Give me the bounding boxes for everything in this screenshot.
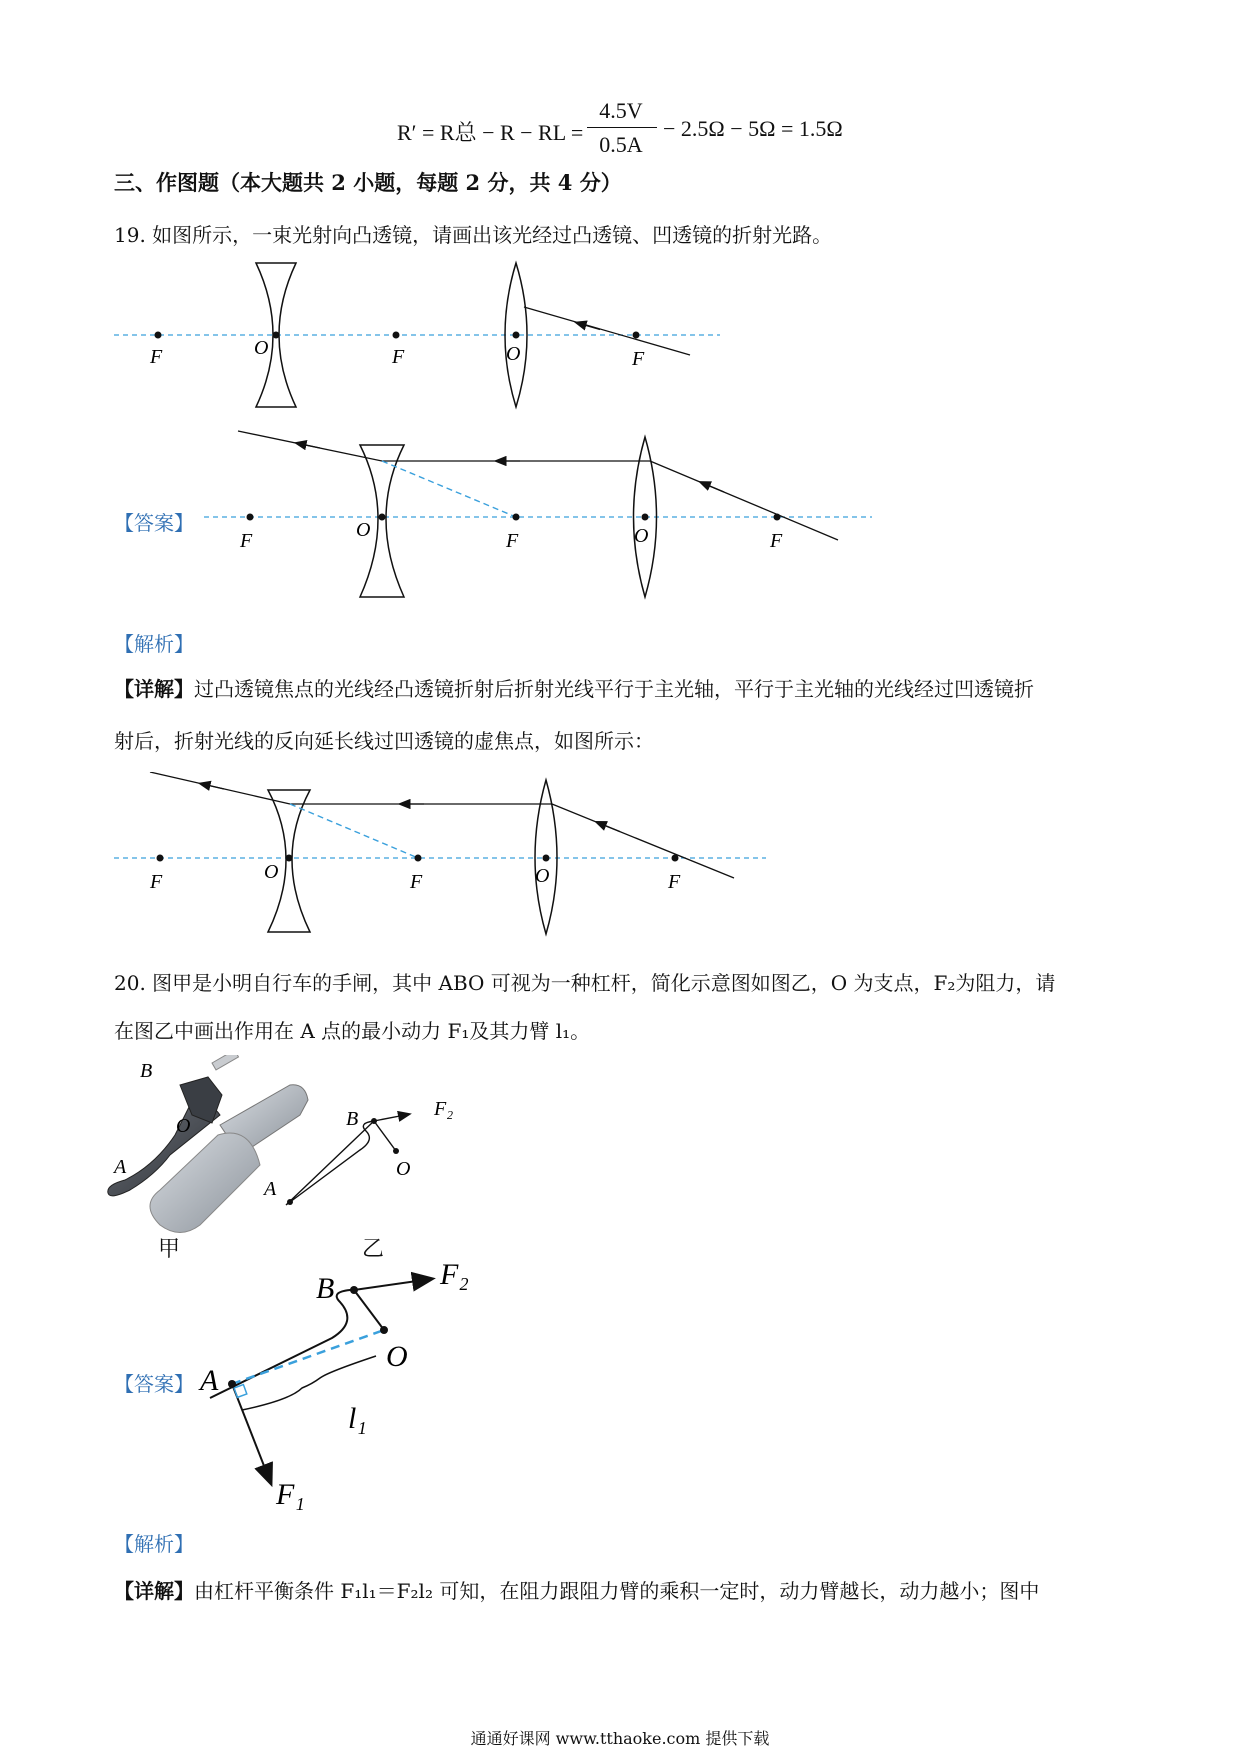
label-F: F — [240, 530, 253, 552]
label-O: O — [506, 343, 521, 365]
section-heading: 三、作图题（本大题共 2 小题，每题 2 分，共 4 分） — [114, 170, 622, 195]
center-point — [273, 332, 280, 339]
B-O-segment — [374, 1121, 396, 1151]
formula-denominator: 0.5A — [599, 132, 643, 157]
diagram-label-B: B — [346, 1108, 359, 1130]
answer-tag: 【答案】 — [114, 1372, 194, 1396]
force-F2-line — [374, 1115, 405, 1121]
point-O — [393, 1148, 399, 1154]
photo-label-O: O — [176, 1115, 191, 1137]
diagram-label-A: A — [200, 1364, 219, 1397]
label-O: O — [634, 525, 649, 547]
extension-line — [382, 461, 516, 517]
lever-arm — [286, 1121, 374, 1205]
detail-tag: 【详解】 — [114, 677, 194, 701]
point-A — [228, 1380, 236, 1388]
diagram-label-F1: F₁ — [276, 1478, 305, 1510]
label-F: F — [150, 871, 163, 893]
focus-point — [633, 332, 640, 339]
caption-yi: 乙 — [362, 1237, 385, 1262]
caption-jia: 甲 — [158, 1237, 181, 1262]
q20-line2: 在图乙中画出作用在 A 点的最小动力 F₁及其力臂 l₁。 — [114, 1019, 591, 1043]
center-point — [543, 855, 550, 862]
diagram-label-O: O — [386, 1340, 408, 1373]
q19-text: 19. 如图所示，一束光射向凸透镜，请画出该光经过凸透镜、凹透镜的折射光路。 — [114, 223, 833, 247]
q20-detail — [114, 1578, 1039, 1604]
diagram-label-l1: l₁ — [348, 1402, 367, 1435]
point-B — [350, 1286, 358, 1294]
focus-point — [393, 332, 400, 339]
incident-ray — [650, 461, 838, 540]
formula-lhs: R′ = R总 − R − RL = — [397, 120, 584, 145]
focus-point — [774, 514, 781, 521]
diagram-label-O: O — [396, 1158, 411, 1180]
formula-numerator: 4.5V — [599, 98, 643, 123]
analysis-tag: 【解析】 — [114, 1532, 194, 1556]
q20-answer-figure — [180, 1250, 500, 1510]
ray-arrow — [204, 784, 224, 789]
photo-label-B: B — [140, 1060, 153, 1082]
formula — [397, 98, 867, 172]
center-point — [379, 514, 386, 521]
q19-detail-line1 — [114, 676, 1034, 702]
extension-line — [290, 804, 418, 858]
detail-tag: 【详解】 — [114, 1579, 194, 1603]
focus-point — [157, 855, 164, 862]
label-F: F — [150, 346, 163, 368]
label-F: F — [392, 346, 405, 368]
cable — [212, 1055, 239, 1070]
formula-rhs: − 2.5Ω − 5Ω = 1.5Ω — [663, 116, 843, 141]
footer: 通通好课网 www.tthaoke.com 提供下载 — [470, 1729, 770, 1748]
label-O: O — [356, 519, 371, 541]
incident-ray — [552, 804, 734, 878]
label-F: F — [410, 871, 423, 893]
label-F: F — [770, 530, 783, 552]
center-point — [286, 855, 293, 862]
answer-tag: 【答案】 — [114, 511, 194, 535]
q20-line1: 20. 图甲是小明自行车的手闸，其中 ABO 可视为一种杠杆，简化示意图如图乙，O 为支点，F₂为阻力，请 — [114, 971, 1056, 995]
diagram-label-A: A — [264, 1178, 277, 1200]
B-O-segment — [354, 1290, 384, 1330]
q19-detail-line2: 射后，折射光线的反向延长线过凹透镜的虚焦点，如图所示： — [114, 729, 654, 753]
force-F2-line — [354, 1280, 424, 1290]
diagram-label-F2: F₂ — [440, 1258, 469, 1291]
focus-point — [247, 514, 254, 521]
q19-answer-figure — [0, 425, 880, 615]
diagram-label-F2: F₂ — [434, 1098, 454, 1120]
diagram-label-B: B — [316, 1272, 335, 1305]
photo-label-A: A — [114, 1156, 127, 1178]
label-O: O — [254, 337, 269, 359]
incident-ray — [524, 307, 690, 355]
focus-point — [155, 332, 162, 339]
analysis-tag: 【解析】 — [114, 632, 194, 656]
focus-point — [415, 855, 422, 862]
center-point — [642, 514, 649, 521]
focus-point — [513, 514, 520, 521]
focus-point — [672, 855, 679, 862]
label-F: F — [506, 530, 519, 552]
point-B — [371, 1118, 377, 1124]
q19-figure — [0, 255, 760, 425]
detail-text: 过凸透镜焦点的光线经凸透镜折射后折射光线平行于主光轴，平行于主光轴的光线经过凹透镜折 — [194, 677, 1034, 701]
fraction-bar — [587, 127, 657, 128]
ray-arrow — [580, 324, 600, 330]
label-O: O — [535, 865, 550, 887]
label-F: F — [632, 348, 645, 370]
center-point — [513, 332, 520, 339]
point-A — [287, 1199, 293, 1205]
label-O: O — [264, 861, 279, 883]
lever-diagram-yi — [250, 1095, 480, 1235]
label-F: F — [668, 871, 681, 893]
point-O — [380, 1326, 388, 1334]
detail-text: 由杠杆平衡条件 F₁l₁＝F₂l₂ 可知，在阻力跟阻力臂的乘积一定时，动力臂越长，动力越小；图中 — [194, 1579, 1040, 1603]
ray-arrow — [704, 484, 724, 492]
ray-arrow — [300, 444, 320, 448]
ray-arrow — [600, 824, 620, 832]
right-angle-mark — [234, 1385, 247, 1398]
q19-detail-figure — [0, 772, 780, 942]
